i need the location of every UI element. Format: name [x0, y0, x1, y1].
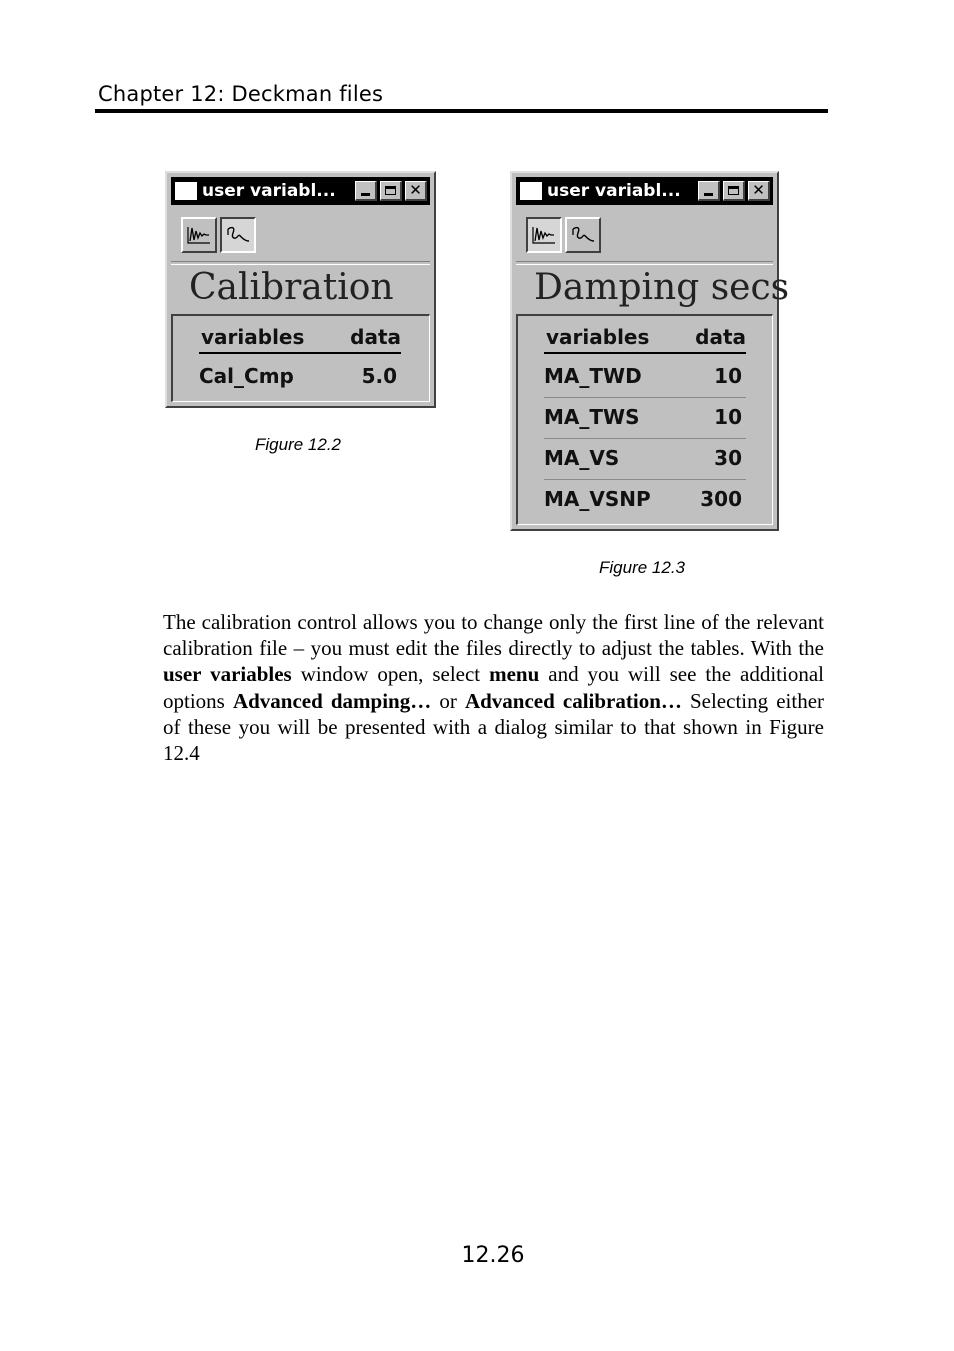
damping-tool-button[interactable] [526, 217, 562, 253]
emphasis: Advanced damping… [232, 688, 432, 713]
maximize-icon [728, 186, 739, 195]
close-icon: ✕ [752, 181, 765, 199]
window-icon[interactable] [520, 182, 542, 200]
column-variables: variables [201, 325, 305, 349]
damped-wave-icon [186, 224, 212, 246]
variable-value[interactable]: 300 [700, 487, 742, 511]
grid-header [544, 325, 746, 354]
variable-name: MA_TWS [544, 405, 640, 429]
close-button[interactable] [405, 181, 427, 201]
table-row[interactable] [544, 446, 746, 480]
figure-caption: Figure 12.3 [599, 558, 685, 577]
column-variables: variables [546, 325, 650, 349]
damping-tool-button[interactable] [181, 217, 217, 253]
maximize-icon [385, 186, 396, 195]
header-rule [95, 109, 828, 113]
variable-name: Cal_Cmp [199, 364, 294, 388]
body-text: Selecting either of these you will be presented with a dialog similar to that shown in Figure 12.4 [163, 688, 825, 766]
body-text: and you will see the additional options [163, 662, 824, 713]
user-variables-window-calibration [165, 171, 436, 408]
emphasis: user variables [163, 662, 292, 687]
variable-name: MA_TWD [544, 364, 642, 388]
table-row[interactable] [544, 487, 746, 511]
variables-panel [171, 314, 430, 402]
separator [171, 261, 430, 265]
variable-value[interactable]: 10 [714, 364, 742, 388]
body-paragraph [163, 609, 824, 766]
column-data: data [350, 325, 401, 349]
maximize-button[interactable] [380, 181, 402, 201]
variable-name: MA_VS [544, 446, 620, 470]
variable-value[interactable]: 30 [714, 446, 742, 470]
title-bar[interactable] [171, 177, 430, 205]
emphasis: Advanced calibration… [464, 688, 682, 713]
curve-tool-button[interactable] [220, 217, 256, 253]
user-variables-window-damping [510, 171, 790, 531]
curve-icon [225, 224, 251, 246]
table-row[interactable] [199, 364, 401, 388]
grid-header [199, 325, 401, 354]
minimize-icon [704, 193, 713, 196]
variables-heading: Calibration [189, 267, 394, 308]
variable-value[interactable]: 5.0 [361, 364, 397, 388]
table-row[interactable] [544, 364, 746, 398]
curve-icon [570, 224, 596, 246]
toolbar [526, 217, 601, 253]
close-button[interactable] [748, 181, 770, 201]
window-icon[interactable] [175, 182, 197, 200]
figure-caption: Figure 12.2 [255, 435, 341, 454]
table-row[interactable] [544, 405, 746, 439]
separator [516, 261, 773, 265]
window-title: user variabl... [547, 181, 681, 201]
body-text: window open, select [291, 662, 490, 687]
maximize-button[interactable] [723, 181, 745, 201]
minimize-button[interactable] [698, 181, 720, 201]
page-number: 12.26 [461, 1243, 525, 1268]
variables-panel [516, 314, 773, 525]
minimize-button[interactable] [355, 181, 377, 201]
chapter-header: Chapter 12: Deckman files [98, 82, 384, 106]
variable-value[interactable]: 10 [714, 405, 742, 429]
curve-tool-button[interactable] [565, 217, 601, 253]
toolbar [181, 217, 256, 253]
title-bar[interactable] [516, 177, 773, 205]
variable-name: MA_VSNP [544, 487, 651, 511]
window-title: user variabl... [202, 181, 336, 201]
damped-wave-icon [531, 224, 557, 246]
body-text: The calibration control allows you to change only the first line of the relevant calibration file – you must edit the files directly to adjust the tables. With the [163, 610, 824, 661]
close-icon: ✕ [409, 181, 422, 199]
body-text: or [431, 688, 465, 713]
variables-heading: Damping secs [534, 267, 790, 308]
minimize-icon [361, 193, 370, 196]
emphasis: menu [489, 662, 540, 687]
column-data: data [695, 325, 746, 349]
